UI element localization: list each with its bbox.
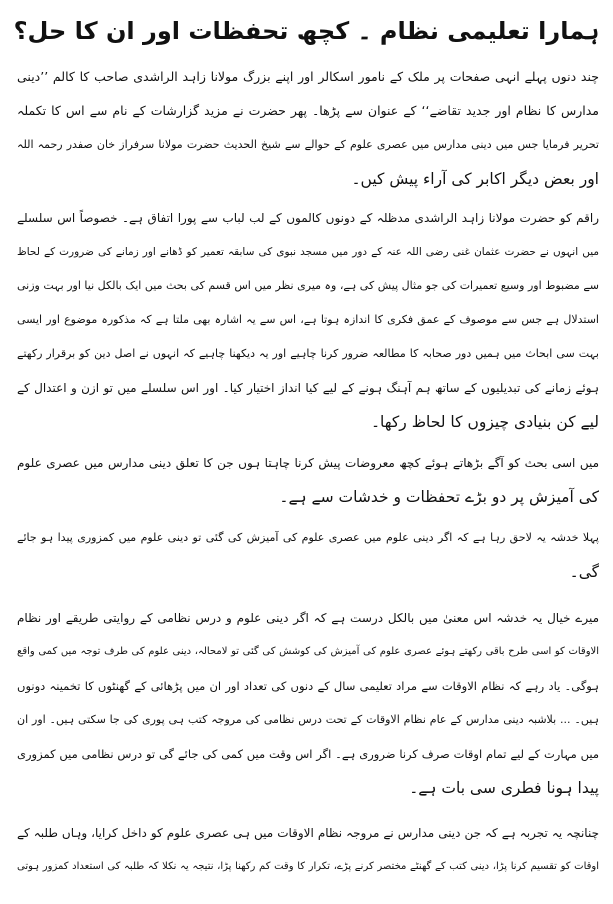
text-line: استدلال ہے جس سے موصوف کے عمق فکری کا اندازہ ہوتا ہے، اس سے یہ اشارہ بھی ملتا ہے کہ مذکورہ موضوع اور ایسی [17, 313, 599, 326]
text-line: ہیں۔ ... بلاشبہ دینی مدارس کے عام نظام الاوقات کے تحت درس نظامی کی مروجہ کتب ہی پوری کی جا سکتی ہیں۔ اور ان [17, 713, 599, 726]
text-line: گی۔ [569, 563, 599, 581]
text-line: چند دنوں پہلے انہی صفحات پر ملک کے نامور اسکالر اور اپنے بزرگ مولانا زاہد الراشدی صاحب کا کالم ’’دینی [17, 69, 599, 84]
text-line: پہلا خدشہ یہ لاحق رہا ہے کہ اگر دینی علوم میں عصری علوم کی آمیزش کی گئی تو دینی علوم میں کمزوری پیدا ہو جائے [17, 531, 599, 544]
text-line: میں مہارت کے لیے تمام اوقات صرف کرنا ضروری ہے۔ اگر اس وقت میں کمی کی جائے گی تو درس نظامی میں کمزوری [17, 747, 599, 761]
text-line: اور بعض دیگر اکابر کی آراء پیش کیں۔ [351, 170, 599, 188]
text-line: کی آمیزش پر دو بڑے تحفظات و خدشات سے ہے۔ [279, 488, 599, 506]
text-line: میں انہوں نے حضرت عثمان غنی رضی اللہ عنہ کے دور میں مسجد نبوی کی سابقہ تعمیر کو ڈھانے اور زمانے کی ضرورت کے لحاظ [17, 246, 599, 258]
text-line: اوقات کو تقسیم کرنا پڑا، دینی کتب کے گھنٹے مختصر کرنے پڑے، تکرار کا وقت کم رکھنا پڑا، نتیجہ یہ نکلا کہ طلبہ کی استعداد کمزور ہوتی [17, 861, 599, 872]
text-line: ہوگی۔ یاد رہے کہ نظام الاوقات سے مراد تعلیمی سال کے دنوں کی تعداد اور ان میں پڑھائی کے گھنٹوں کا تخمینہ دونوں [17, 679, 599, 693]
text-line: سے مضبوط اور وسیع تعمیرات کی جو مثال پیش کی ہے، وہ میری نظر میں اس قسم کی بحث میں ایک بالکل نیا اور بہت وزنی [17, 279, 599, 292]
text-line: میرے خیال یہ خدشہ اس معنیٰ میں بالکل درست ہے کہ اگر دینی علوم و درس نظامی کے روایتی طریقے اور نظام [17, 611, 599, 625]
text-line: راقم کو حضرت مولانا زاہد الراشدی مدظلہ کے دونوں کالموں کے لب لباب سے پورا اتفاق ہے۔ خصوصاً اس سلسلے [17, 211, 599, 225]
text-line: چنانچہ یہ تجربہ ہے کہ جن دینی مدارس نے مروجہ نظام الاوقات میں ہی عصری علوم کو داخل کرایا، وہاں طلبہ کے [17, 826, 599, 840]
text-line: ہوئے زمانے کی تبدیلیوں کے ساتھ ہم آہنگ ہونے کے لیے کیا انداز اختیار کیا۔ اور اس سلسلے میں تو ازن و اعتدال کے [17, 381, 599, 395]
text-line: مدارس کا نظام اور جدید تقاضے‘‘ کے عنوان سے پڑھا۔ پھر حضرت نے مزید گزارشات کے نام سے اس کا تکملہ [17, 103, 599, 118]
text-line: تحریر فرمایا جس میں دینی مدارس میں عصری علوم کے حوالے سے شیخ الحدیث حضرت مولانا سرفراز خان صفدر رحمہ اللہ [17, 138, 599, 151]
article-title: ہمارا تعلیمی نظام ۔ کچھ تحفظات اور ان کا حل؟ [13, 17, 600, 45]
text-line: لیے کن بنیادی چیزوں کا لحاظ رکھا۔ [370, 413, 599, 431]
text-line: میں اسی بحث کو آگے بڑھاتے ہوئے کچھ معروضات پیش کرنا چاہتا ہوں جن کا تعلق دینی مدارس میں عصری علوم [17, 456, 599, 470]
text-line: بہت سی ابحاث میں ہمیں دور صحابہ کا مطالعہ ضرور کرنا چاہیے اور یہ دیکھنا چاہیے کہ انہوں نے اصل دین کو برقرار رکھتے [17, 347, 599, 360]
text-line: پیدا ہونا فطری سی بات ہے۔ [409, 779, 599, 797]
text-line: الاوقات کو اسی طرح باقی رکھتے ہوئے عصری علوم کی آمیزش کی کوشش کی گئی تو لامحالہ، دینی علوم کی طرف توجہ میں کمی واقع [17, 646, 599, 657]
